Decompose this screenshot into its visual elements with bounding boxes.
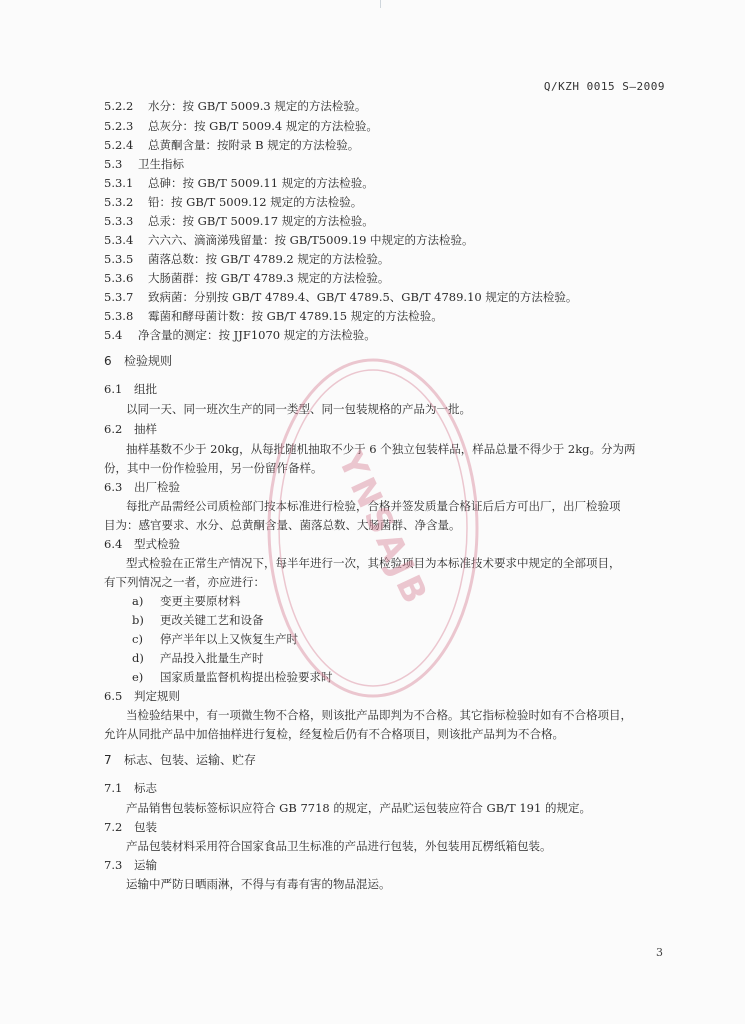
paragraph: 产品销售包装标签标识应符合 GB 7718 的规定，产品贮运包装应符合 GB/T 191 的规定。 [126,801,591,815]
clause-line: 5.3.3 总汞：按 GB/T 5009.17 规定的方法检验。 [104,214,374,228]
subsection-heading: 6.4 型式检验 [104,537,180,551]
paragraph: 目为：感官要求、水分、总黄酮含量、菌落总数、大肠菌群、净含量。 [104,518,461,532]
clause-line: 5.3.4 六六六、滴滴涕残留量：按 GB/T5009.19 中规定的方法检验。 [104,233,474,247]
clause-heading: 5.3 卫生指标 [104,157,184,171]
subsection-heading: 7.1 标志 [104,781,157,795]
subsection-heading: 6.2 抽样 [104,422,157,436]
paragraph: 型式检验在正常生产情况下，每半年进行一次，其检验项目为本标准技术要求中规定的全部项目， [126,556,621,570]
page-number: 3 [656,946,663,959]
clause-line: 5.4 净含量的测定：按 JJF1070 规定的方法检验。 [104,328,376,342]
clause-line: 5.3.5 菌落总数：按 GB/T 4789.2 规定的方法检验。 [104,252,390,266]
paragraph: 以同一天、同一班次生产的同一类型、同一包装规格的产品为一批。 [126,402,471,416]
subsection-heading: 7.2 包装 [104,820,157,834]
document-code: Q/KZH 0015 S—2009 [543,80,665,93]
list-item: a) 变更主要原材料 [132,594,241,608]
paragraph: 抽样基数不少于 20kg，从每批随机抽取不少于 6 个独立包装样品，样品总量不得少于 2kg。分为两 [126,442,636,456]
clause-line: 5.2.2 水分：按 GB/T 5009.3 规定的方法检验。 [104,99,367,113]
paragraph: 运输中严防日晒雨淋，不得与有毒有害的物品混运。 [126,877,391,891]
subsection-heading: 7.3 运输 [104,858,157,872]
list-item: c) 停产半年以上又恢复生产时 [132,632,298,646]
clause-line: 5.3.1 总砷：按 GB/T 5009.11 规定的方法检验。 [104,176,374,190]
svg-text:YNSAJB: YNSAJB [329,445,437,614]
clause-line: 5.3.8 霉菌和酵母菌计数：按 GB/T 4789.15 规定的方法检验。 [104,309,443,323]
clause-line: 5.3.2 铅：按 GB/T 5009.12 规定的方法检验。 [104,195,363,209]
clause-line: 5.2.4 总黄酮含量：按附录 B 规定的方法检验。 [104,138,360,152]
subsection-heading: 6.5 判定规则 [104,689,180,703]
binding-mark [380,0,381,8]
paragraph: 当检验结果中，有一项微生物不合格，则该批产品即判为不合格。其它指标检验时如有不合格项目， [126,708,632,722]
list-item: e) 国家质量监督机构提出检验要求时 [132,670,333,684]
section-heading: 7 标志、包装、运输、贮存 [104,753,257,767]
subsection-heading: 6.1 组批 [104,382,157,396]
clause-line: 5.2.3 总灰分：按 GB/T 5009.4 规定的方法检验。 [104,119,378,133]
subsection-heading: 6.3 出厂检验 [104,480,180,494]
paragraph: 有下列情况之一者，亦应进行： [104,575,265,589]
paragraph: 允许从同批产品中加倍抽样进行复检，经复检后仍有不合格项目，则该批产品判为不合格。 [104,727,564,741]
section-heading: 6 检验规则 [104,354,173,368]
clause-line: 5.3.6 大肠菌群：按 GB/T 4789.3 规定的方法检验。 [104,271,390,285]
list-item: d) 产品投入批量生产时 [132,651,264,665]
list-item: b) 更改关键工艺和设备 [132,613,264,627]
paragraph: 每批产品需经公司质检部门按本标准进行检验，合格并签发质量合格证后后方可出厂，出厂检验项 [126,499,621,513]
clause-line: 5.3.7 致病菌：分别按 GB/T 4789.4、GB/T 4789.5、GB/T 4789.10 规定的方法检验。 [104,290,578,304]
paragraph: 产品包装材料采用符合国家食品卫生标准的产品进行包装，外包装用瓦楞纸箱包装。 [126,839,552,853]
paragraph: 份，其中一份作检验用，另一份留作备样。 [104,461,323,475]
